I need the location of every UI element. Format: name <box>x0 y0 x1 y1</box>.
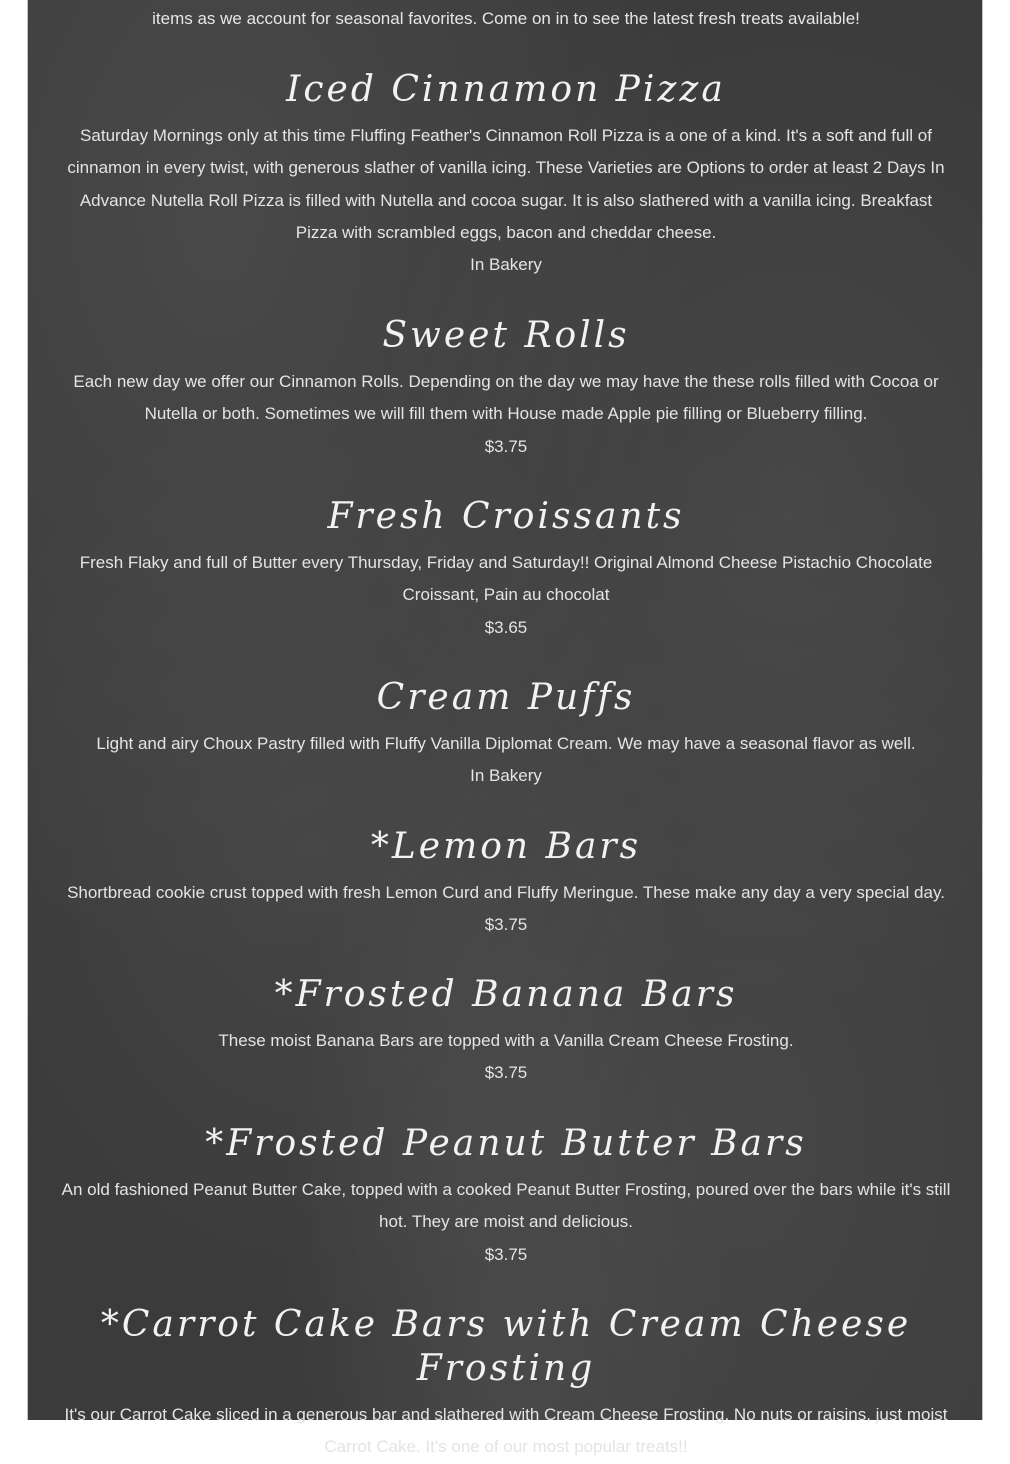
menu-item-price: In Bakery <box>470 255 542 275</box>
menu-item-description: Each new day we offer our Cinnamon Rolls. Depending on the day we may have the these rolls filled with Cocoa or Nutella or both. Sometimes we will fill them with House made Apple pie filling or Blueberry filling. <box>73 372 939 424</box>
menu-item-title: Fresh Croissants <box>327 496 685 537</box>
menu-item-title: *Carrot Cake Bars with Cream Cheese Frosting <box>100 1304 912 1389</box>
menu-item-description: Saturday Mornings only at this time Fluffing Feather's Cinnamon Roll Pizza is a one of a kind. It's a soft and full of cinnamon in every twist, with generous slather of vanilla icing. These Varieties are Options to order at least 2 Days In Advance Nutella Roll Pizza is filled with Nutella and cocoa sugar. It is also slathered with a vanilla icing. Breakfast Pizza with scrambled eggs, bacon and cheddar cheese. <box>67 126 945 242</box>
menu-item-price: $3.65 <box>484 617 528 637</box>
menu-item-title: *Lemon Bars <box>370 826 642 867</box>
menu-item-lemon-bars <box>58 825 954 941</box>
menu-item-description: It's our Carrot Cake sliced in a generous bar and slathered with Cream Cheese Frosting. No nuts or raisins, just moist Carrot Cake. It's one of our most popular treats!! <box>64 1405 948 1457</box>
menu-item-title: Sweet Rolls <box>382 315 630 356</box>
menu-item-price: $3.75 <box>484 436 528 456</box>
menu-item-title: *Frosted Banana Bars <box>274 974 738 1015</box>
menu-item-price: $3.75 <box>484 1063 528 1083</box>
menu-item-title: Iced Cinnamon Pizza <box>286 69 726 110</box>
menu-item-description: Shortbread cookie crust topped with fresh Lemon Curd and Fluffy Meringue. These make any day a very special day. <box>67 883 945 902</box>
menu-item-iced-cinnamon-pizza <box>58 68 954 281</box>
menu-item-description: Fresh Flaky and full of Butter every Thursday, Friday and Saturday!! Original Almond Cheese Pistachio Chocolate Croissant, Pain au chocolat <box>79 553 933 605</box>
menu-item-price: $3.75 <box>484 915 528 935</box>
menu-item-frosted-peanut-butter-bars <box>58 1122 954 1271</box>
menu-item-description: These moist Banana Bars are topped with a Vanilla Cream Cheese Frosting. <box>218 1031 794 1050</box>
menu-item-cream-puffs <box>58 676 954 792</box>
menu-item-carrot-cake-bars <box>58 1303 954 1464</box>
menu-item-title: *Frosted Peanut Butter Bars <box>205 1123 807 1164</box>
chalkboard-menu <box>27 0 983 1457</box>
menu-item-fresh-croissants <box>58 495 954 644</box>
menu-intro-text: items as we account for seasonal favorites. Come on in to see the latest fresh treats available! <box>152 9 860 28</box>
menu-item-price: $3.75 <box>484 1244 528 1264</box>
menu-item-description: An old fashioned Peanut Butter Cake, topped with a cooked Peanut Butter Frosting, poured over the bars while it's still hot. They are moist and delicious. <box>61 1180 951 1232</box>
menu-item-description: Light and airy Choux Pastry filled with Fluffy Vanilla Diplomat Cream. We may have a seasonal flavor as well. <box>96 734 916 753</box>
menu-item-price: In Bakery <box>470 766 542 786</box>
menu-item-frosted-banana-bars <box>58 973 954 1089</box>
menu-item-title: Cream Puffs <box>376 677 636 718</box>
menu-item-sweet-rolls <box>58 314 954 463</box>
